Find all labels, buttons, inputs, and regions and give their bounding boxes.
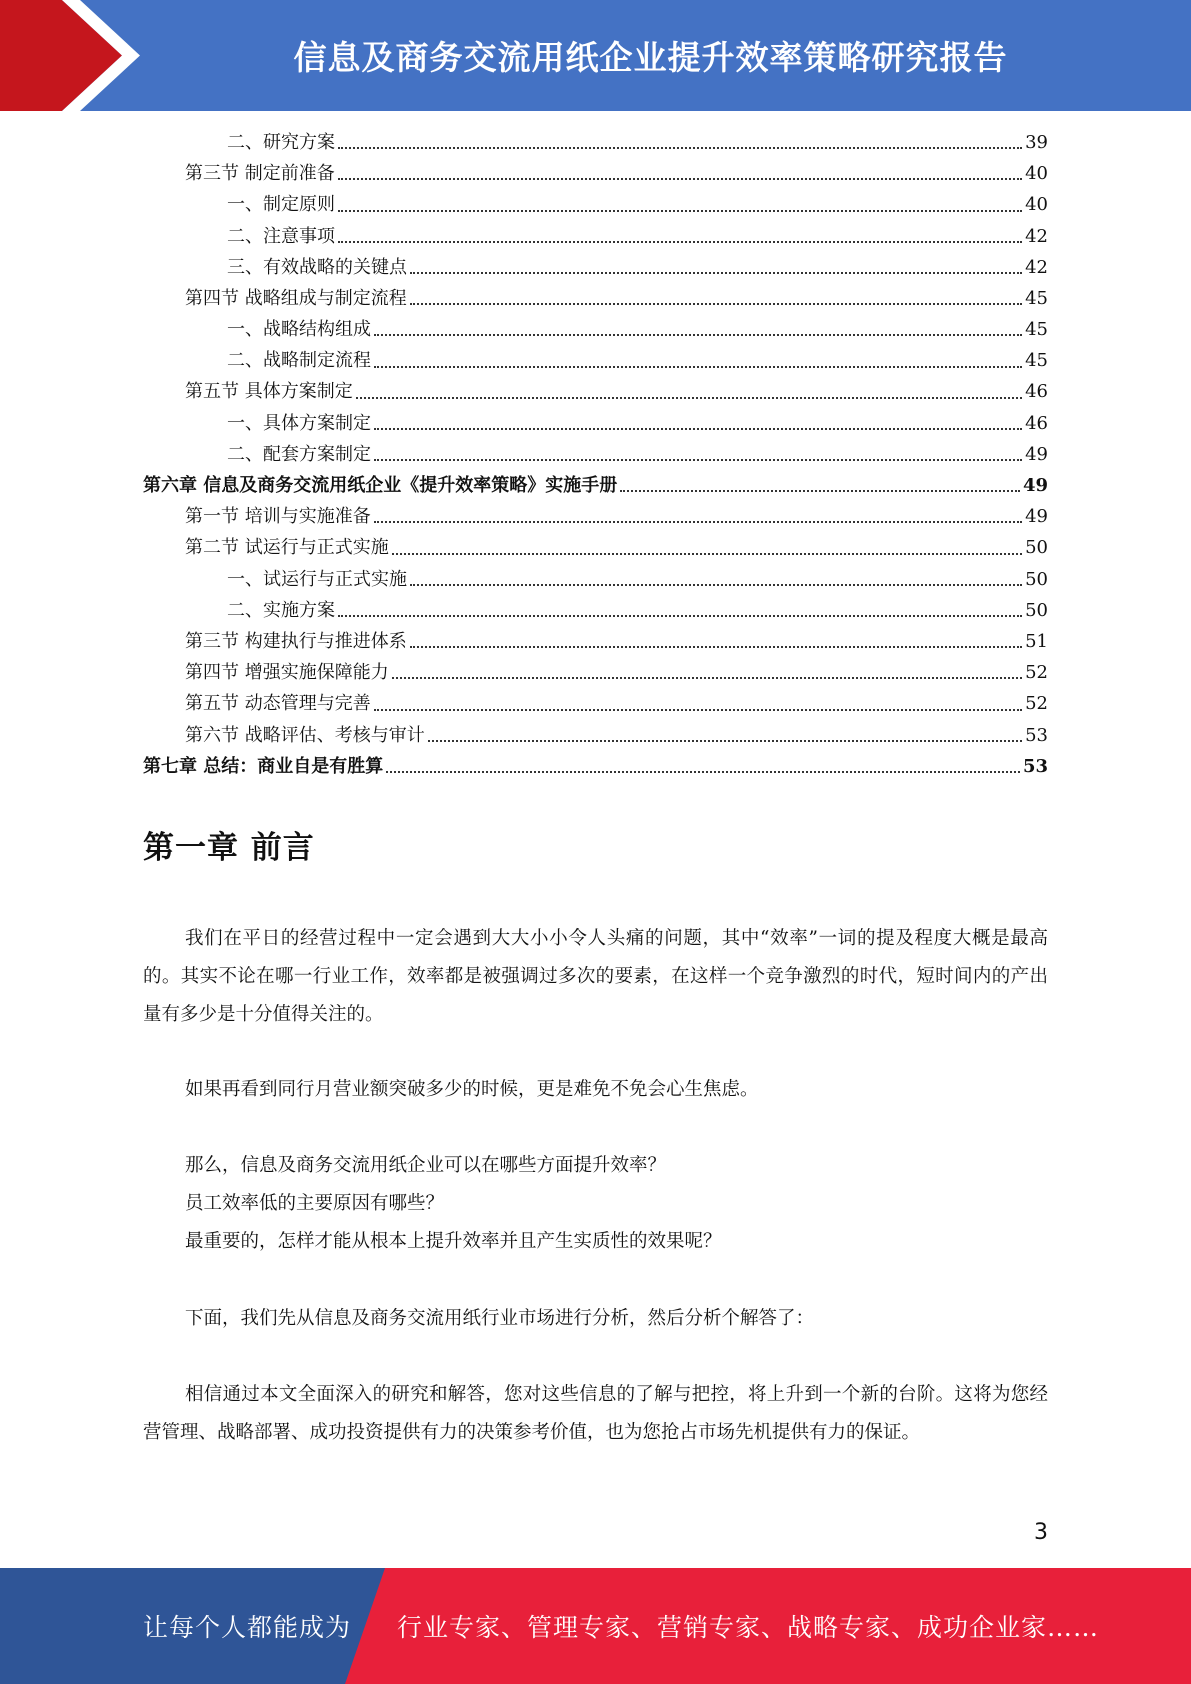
toc-dot-leader: [386, 771, 1020, 773]
toc-entry[interactable]: [143, 439, 1048, 470]
toc-dot-leader: [338, 241, 1022, 243]
toc-entry-page: 45: [1025, 319, 1048, 341]
toc-entry[interactable]: [143, 688, 1048, 719]
toc-dot-leader: [338, 178, 1022, 180]
toc-dot-leader: [374, 521, 1022, 523]
toc-dot-leader: [428, 740, 1022, 742]
toc-dot-leader: [374, 709, 1022, 711]
toc-entry-page: 49: [1025, 443, 1048, 465]
intro-paragraph-5: 相信通过本文全面深入的研究和解答，您对这些信息的了解与把控，将上升到一个新的台阶。这将为您经营管理、战略部署、成功投资提供有力的决策参考价值，也为您抢占市场先机提供有力的保证。: [143, 1384, 1048, 1443]
toc-entry-page: 46: [1025, 381, 1048, 403]
toc-dot-leader: [410, 646, 1022, 648]
question-2: 员工效率低的主要原因有哪些？: [185, 1193, 445, 1214]
toc-entry[interactable]: [143, 189, 1048, 220]
toc-entry[interactable]: [143, 408, 1048, 439]
toc-entry-title: 二、战略制定流程: [227, 350, 371, 372]
toc-dot-leader: [620, 490, 1020, 492]
toc-entry-page: 39: [1025, 131, 1048, 153]
toc-dot-leader: [410, 303, 1022, 305]
toc-entry-page: 42: [1025, 225, 1048, 247]
chevron-arrow-icon: [0, 0, 150, 111]
toc-dot-leader: [392, 553, 1022, 555]
toc-dot-leader: [374, 459, 1022, 461]
toc-entry[interactable]: [143, 158, 1048, 189]
toc-entry[interactable]: [143, 626, 1048, 657]
page-number: 3: [1034, 1520, 1048, 1545]
footer-slogan-right: 行业专家、管理专家、营销专家、战略专家、成功企业家……: [397, 1613, 1100, 1642]
toc-entry-title: 一、战略结构组成: [227, 319, 371, 341]
toc-entry-title: 三、有效战略的关键点: [227, 256, 407, 278]
toc-entry-page: 40: [1025, 194, 1048, 216]
toc-dot-leader: [374, 334, 1022, 336]
toc-entry-title: 第七章 总结：商业自是有胜算: [143, 755, 384, 777]
footer-slogan-left: 让每个人都能成为: [143, 1613, 352, 1642]
toc-entry-page: 50: [1025, 599, 1048, 621]
toc-entry-page: 46: [1025, 412, 1048, 434]
toc-entry[interactable]: [143, 345, 1048, 376]
toc-entry-title: 第二节 试运行与正式实施: [185, 537, 389, 559]
toc-entry-title: 第三节 制定前准备: [185, 163, 335, 185]
toc-entry-page: 45: [1025, 350, 1048, 372]
toc-entry[interactable]: [143, 751, 1048, 782]
toc-entry-title: 二、注意事项: [227, 225, 335, 247]
toc-entry[interactable]: [143, 564, 1048, 595]
toc-dot-leader: [392, 677, 1022, 679]
toc-entry[interactable]: [143, 283, 1048, 314]
toc-entry-title: 第一节 培训与实施准备: [185, 506, 371, 528]
toc-entry-title: 第五节 动态管理与完善: [185, 693, 371, 715]
toc-entry-title: 第四节 增强实施保障能力: [185, 662, 389, 684]
toc-entry[interactable]: [143, 470, 1048, 501]
toc-entry-page: 50: [1025, 537, 1048, 559]
toc-entry[interactable]: [143, 377, 1048, 408]
toc-entry-page: 45: [1025, 287, 1048, 309]
toc-entry-title: 第三节 构建执行与推进体系: [185, 630, 407, 652]
toc-dot-leader: [410, 584, 1022, 586]
page-header: [0, 0, 1191, 111]
toc-entry-page: 50: [1025, 568, 1048, 590]
toc-entry[interactable]: [143, 501, 1048, 532]
chapter-title: 第一章 前言: [143, 830, 315, 866]
report-title: 信息及商务交流用纸企业提升效率策略研究报告: [293, 38, 1008, 77]
toc-entry-title: 二、实施方案: [227, 599, 335, 621]
toc-entry[interactable]: [143, 221, 1048, 252]
toc-dot-leader: [410, 272, 1022, 274]
toc-entry-title: 一、试运行与正式实施: [227, 568, 407, 590]
toc-entry[interactable]: [143, 252, 1048, 283]
toc-dot-leader: [338, 615, 1022, 617]
toc-entry[interactable]: [143, 595, 1048, 626]
toc-dot-leader: [338, 147, 1022, 149]
toc-entry-title: 一、制定原则: [227, 194, 335, 216]
question-3: 最重要的，怎样才能从根本上提升效率并且产生实质性的效果呢？: [185, 1231, 722, 1252]
intro-paragraph-1: 我们在平日的经营过程中一定会遇到大大小小令人头痛的问题，其中“效率”一词的提及程度大概是最高的。其实不论在哪一行业工作，效率都是被强调过多次的要素，在这样一个竞争激烈的时代，短时间内的产出量有多少是十分值得关注的。: [143, 928, 1048, 1025]
toc-entry[interactable]: [143, 657, 1048, 688]
toc-entry[interactable]: [143, 127, 1048, 158]
toc-entry-page: 52: [1025, 662, 1048, 684]
toc-dot-leader: [374, 366, 1022, 368]
toc-entry-title: 二、研究方案: [227, 131, 335, 153]
page-footer: [0, 1568, 1191, 1684]
toc-entry-page: 49: [1025, 506, 1048, 528]
toc-entry-page: 49: [1022, 475, 1048, 497]
toc-entry-page: 51: [1025, 630, 1048, 652]
toc-entry-page: 53: [1025, 724, 1048, 746]
toc-entry[interactable]: [143, 314, 1048, 345]
intro-paragraph-4: 下面，我们先从信息及商务交流用纸行业市场进行分析，然后分析个解答了：: [185, 1308, 815, 1329]
toc-entry-page: 42: [1025, 256, 1048, 278]
table-of-contents: [143, 127, 1048, 782]
toc-entry[interactable]: [143, 532, 1048, 563]
toc-entry[interactable]: [143, 720, 1048, 751]
toc-entry-title: 第六章 信息及商务交流用纸企业《提升效率策略》实施手册: [143, 475, 618, 497]
toc-dot-leader: [374, 428, 1022, 430]
toc-dot-leader: [338, 210, 1022, 212]
toc-entry-title: 二、配套方案制定: [227, 443, 371, 465]
toc-entry-page: 52: [1025, 693, 1048, 715]
toc-entry-title: 第五节 具体方案制定: [185, 381, 353, 403]
toc-dot-leader: [356, 397, 1022, 399]
toc-entry-page: 53: [1022, 755, 1048, 777]
intro-paragraph-2: 如果再看到同行月营业额突破多少的时候，更是难免不免会心生焦虑。: [185, 1079, 759, 1100]
toc-entry-title: 一、具体方案制定: [227, 412, 371, 434]
toc-entry-title: 第四节 战略组成与制定流程: [185, 287, 407, 309]
toc-entry-page: 40: [1025, 163, 1048, 185]
toc-entry-title: 第六节 战略评估、考核与审计: [185, 724, 425, 746]
question-1: 那么，信息及商务交流用纸企业可以在哪些方面提升效率？: [185, 1155, 667, 1176]
